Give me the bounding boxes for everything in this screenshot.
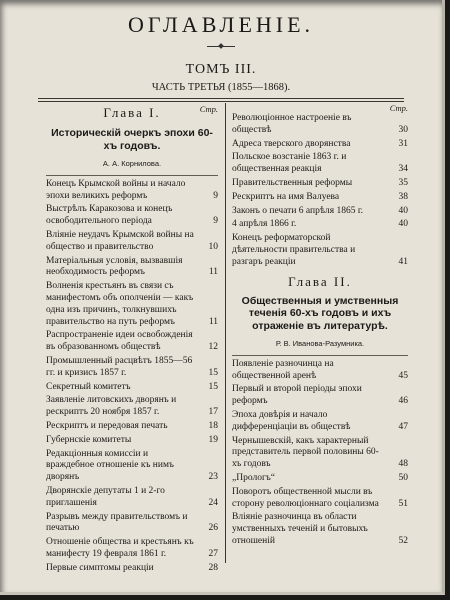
toc-entry	[46, 356, 218, 380]
toc-entry	[232, 206, 408, 218]
toc-entry-title: Революціонное настроеніе въ обществѣ	[232, 113, 352, 135]
chapter-heading: Историческій очеркъ эпохи 60-хъ годовъ.	[51, 127, 213, 152]
toc-entry-title: „Прологъ“	[232, 473, 275, 484]
toc-entry-page: 23	[208, 472, 218, 483]
toc-entry	[46, 512, 218, 536]
toc-entry-page: 47	[398, 421, 408, 432]
toc-entry-title: Заявленіе литовскихъ дворянъ и рескриптъ 20 ноября 1857 г.	[46, 395, 177, 418]
toc-entry-page: 50	[398, 473, 408, 484]
toc-entry-title: Распространеніе идеи освобожденія въ образованномъ обществѣ	[46, 330, 193, 353]
right-column	[232, 103, 408, 550]
toc-entry-page: 30	[398, 124, 408, 135]
toc-entry-title: Рескриптъ и передовая печать	[46, 420, 168, 431]
toc-entry	[46, 486, 218, 510]
toc-entry-page: 15	[208, 367, 218, 378]
left-column	[46, 104, 218, 577]
toc-entry-page: 9	[213, 190, 218, 201]
toc-entry	[46, 179, 218, 203]
toc-entry	[232, 512, 408, 547]
toc-entry-title: Рескриптъ на имя Валуева	[232, 191, 340, 202]
toc-entry-title: Разрывъ между правительствомъ и печатью	[46, 511, 188, 534]
page-title: ОГЛАВЛЕНІЕ.	[127, 12, 315, 37]
toc-entry-title: Появленіе разночинца на общественной аренѣ	[232, 358, 334, 381]
toc-entry	[232, 152, 408, 176]
toc-entry-title: Первый и второй періоды эпохи реформъ	[232, 384, 362, 407]
toc-entry-title: Законъ о печати 6 апрѣля 1865 г.	[232, 205, 364, 216]
volume-title: ТОМЪ III.	[185, 62, 257, 77]
toc-entry-page: 31	[398, 138, 408, 149]
toc-entry-page: 48	[398, 459, 408, 470]
part-title: ЧАСТЬ ТРЕТЬЯ (1855—1868).	[151, 82, 291, 93]
toc-entry-page: 45	[398, 370, 408, 381]
toc-entry	[46, 449, 218, 484]
toc-entry-page: 11	[208, 316, 218, 327]
toc-entry	[46, 435, 218, 447]
toc-entry-page: 26	[208, 523, 218, 534]
toc-entry-title: Вліяніе неудачъ Крымской войны на общество и правительство	[46, 229, 194, 252]
toc-entry-page: 15	[208, 381, 218, 392]
section-rule	[232, 355, 408, 356]
top-rule	[38, 98, 404, 99]
toc-entry	[46, 230, 218, 254]
toc-entry	[232, 233, 408, 268]
page-label: Стр.	[389, 103, 408, 113]
toc-entry-title: Поворотъ общественной мысли въ сторону революціоннаго соціализма	[232, 486, 379, 509]
toc-entry	[46, 204, 218, 228]
toc-entry-page: 19	[208, 434, 218, 445]
toc-entry-page: 38	[398, 191, 408, 202]
toc-entry	[46, 256, 218, 280]
toc-entry-title: Губернскіе комитеты	[46, 434, 132, 445]
toc-entry-title: Первые симптомы реакціи	[46, 562, 154, 573]
toc-entry	[46, 421, 218, 433]
toc-entry-page: 52	[398, 536, 408, 547]
toc-entry-title: Вліяніе разночинца въ области умственныхъ теченій и бытовыхъ отношеній	[232, 512, 368, 547]
page-label: Стр.	[199, 104, 218, 114]
toc-entry-title: Редакціонныя комиссіи и враждебное отношеніе къ нимъ дворянъ	[46, 448, 174, 483]
toc-entry	[232, 384, 408, 408]
toc-entry-title: Волненія крестьянъ въ связи съ манифестомъ объ ополченіи — какъ одна изъ причинъ, толкнувшихъ правительство на путь реформъ	[46, 281, 194, 327]
toc-entry	[46, 330, 218, 354]
chapter-author: А. А. Корнилова.	[102, 159, 162, 168]
toc-entry-title: Правительственныя реформы	[232, 177, 353, 188]
toc-entry	[46, 563, 218, 575]
toc-entry-page: 24	[208, 497, 218, 508]
toc-entry	[232, 219, 408, 231]
chapter-author: Р. В. Иванова-Разумника.	[275, 339, 365, 349]
toc-entry-title: Секретный комитетъ	[46, 381, 131, 392]
toc-entry	[232, 139, 408, 151]
toc-entry-title: Выстрѣлъ Каракозова и конецъ освободительного періода	[46, 204, 173, 227]
toc-entry-page: 17	[208, 407, 218, 418]
toc-list	[232, 113, 408, 269]
toc-entry	[232, 178, 408, 190]
column-divider	[225, 103, 226, 563]
toc-entry	[232, 473, 408, 485]
toc-entry-page: 28	[208, 562, 218, 573]
toc-entry-page: 41	[398, 256, 408, 267]
toc-entry-page: 18	[208, 420, 218, 431]
toc-entry-title: Отношеніе общества и крестьянъ къ манифесту 19 февраля 1861 г.	[46, 537, 194, 559]
toc-entry-title: Конецъ Крымской войны и начало эпохи великихъ реформъ	[46, 178, 186, 201]
toc-entry-title: Польское возстаніе 1863 г. и общественная реакція	[232, 152, 347, 175]
toc-entry	[232, 113, 408, 137]
toc-entry-title: Адреса тверского дворянства	[232, 138, 351, 149]
chapter-label: Глава II.	[288, 273, 352, 289]
toc-entry	[232, 359, 408, 383]
toc-entry-page: 35	[398, 177, 408, 188]
toc-entry-page: 27	[208, 548, 218, 559]
toc-entry	[232, 192, 408, 204]
ornament-rule	[207, 43, 235, 50]
toc-entry-page: 40	[398, 219, 408, 230]
toc-entry-page: 10	[208, 241, 218, 252]
toc-entry-page: 46	[398, 396, 408, 407]
toc-list	[46, 179, 218, 575]
top-rule-double	[38, 101, 404, 102]
toc-entry-page: 9	[213, 216, 218, 227]
section-rule	[46, 175, 218, 176]
chapter-heading: Общественныя и умственныя теченія 60-хъ годовъ и ихъ отраженіе въ литературѣ.	[241, 294, 399, 332]
toc-entry-page: 40	[398, 205, 408, 216]
toc-entry-title: Чернышевскій, какъ характерный представитель первой половины 60-хъ годовъ	[232, 435, 379, 470]
toc-entry-title: Эпоха довѣрія и начало дифференціаціи въ обществѣ	[232, 410, 351, 432]
toc-entry	[46, 281, 218, 328]
toc-entry-page: 34	[398, 164, 408, 175]
toc-list	[232, 359, 408, 548]
toc-entry-title: Дворянскіе депутаты 1 и 2-го приглашенія	[46, 485, 165, 508]
chapter-label: Глава I.	[103, 105, 161, 120]
toc-entry	[232, 487, 408, 511]
toc-entry-title: 4 апрѣля 1866 г.	[232, 219, 297, 230]
toc-entry	[46, 382, 218, 394]
toc-entry	[46, 395, 218, 419]
toc-entry-page: 11	[208, 267, 218, 278]
toc-entry-title: Матеріальныя условія, вызвавшія необходимость реформъ	[46, 255, 183, 278]
toc-entry-page: 12	[208, 342, 218, 353]
toc-entry	[232, 410, 408, 434]
toc-entry-page: 51	[398, 498, 408, 509]
toc-entry-title: Конецъ реформаторской дѣятельности правительства и разгаръ реакціи	[232, 233, 356, 267]
toc-entry-title: Промышленный расцвѣтъ 1855—56 гг. и кризисъ 1857 г.	[46, 355, 193, 378]
toc-entry	[232, 436, 408, 471]
toc-entry	[46, 537, 218, 561]
